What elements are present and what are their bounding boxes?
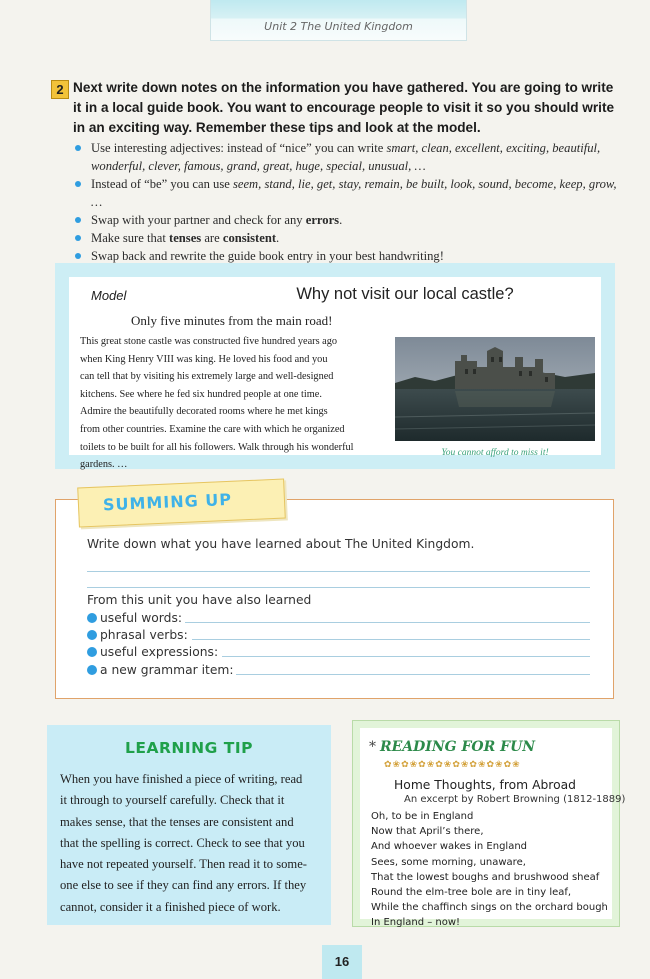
answer-line[interactable]	[222, 656, 590, 657]
unit-title: Unit 2 The United Kingdom	[264, 20, 413, 33]
learned-item-useful-expressions: useful expressions:	[87, 645, 218, 659]
tip-item: Swap with your partner and check for any errors.	[74, 211, 626, 229]
tip-item: Use interesting adjectives: instead of “nice” you can write smart, clean, excellent, exciting, beautiful, wonderful, clever, famous, grand, great, huge, special, unusual, …	[74, 139, 626, 175]
model-subtitle: Only five minutes from the main road!	[131, 313, 333, 328]
task-instruction: Next write down notes on the information you have gathered. You are going to write it in a local guide book. You want to encourage people to visit it so you should write in an exciting way. Remember these tips and look at the model.	[73, 80, 615, 135]
learned-item-phrasal-verbs: phrasal verbs:	[87, 628, 188, 642]
tips-list	[74, 139, 626, 265]
answer-line[interactable]	[185, 622, 590, 623]
photo-caption: You cannot afford to miss it!	[441, 448, 549, 458]
unit-header-band	[210, 0, 467, 41]
tip-item: Make sure that tenses are consistent.	[74, 229, 626, 247]
answer-line[interactable]	[192, 639, 590, 640]
model-title: Why not visit our local castle?	[296, 285, 514, 303]
flower-decoration-icon: ✿❀✿❀✿❀✿❀✿❀✿❀✿❀✿❀	[384, 759, 521, 769]
page-number-band	[322, 945, 362, 979]
bullet-icon	[87, 647, 97, 657]
task-number: 2	[51, 80, 69, 99]
tip-item: Instead of “be” you can use seem, stand, lie, get, stay, remain, be built, look, sound, become, keep, grow, …	[74, 175, 626, 211]
model-body: This great stone castle was constructed five hundred years ago when King Henry VIII was king. He loved his food and you can tell that by visiting his extremely large and well-designed kitchens. See where he fed six hundred people at one time. Admire the beautifully decorated rooms where he met kings from other countries. Examine the care with which he organized toilets to be built for all his followers. Walk through his wonderful gardens. …	[80, 336, 354, 471]
page-number: 16	[334, 954, 350, 969]
bullet-icon	[87, 665, 97, 675]
learned-item-grammar: a new grammar item:	[87, 663, 234, 677]
model-label: Model	[91, 288, 127, 303]
bullet-icon	[87, 630, 97, 640]
tip-item: Swap back and rewrite the guide book entry in your best handwriting!	[74, 247, 626, 265]
summing-up-question: Write down what you have learned about The United Kingdom.	[87, 537, 475, 551]
learned-item-useful-words: useful words:	[87, 611, 182, 625]
learning-tip-body: When you have finished a piece of writing, read it through to yourself carefully. Check that it makes sense, that the tenses are consistent and that the spelling is correct. Check to see that you have not repeated yourself. Then read it to some- one else to see if they can find any errors. If they cannot, consider it a finished piece of work.	[60, 772, 308, 914]
model-box	[55, 263, 615, 469]
poem-title: Home Thoughts, from Abroad	[394, 778, 576, 792]
answer-line[interactable]	[87, 587, 590, 588]
learning-tip-heading: LEARNING TIP	[125, 739, 253, 757]
learning-tip-box	[47, 725, 331, 925]
also-learned-label: From this unit you have also learned	[87, 593, 312, 607]
bullet-icon	[87, 613, 97, 623]
answer-line[interactable]	[87, 571, 590, 572]
answer-line[interactable]	[236, 674, 590, 675]
model-inner	[69, 277, 601, 471]
poem-text: Oh, to be in England Now that April’s there, And whoever wakes in England Sees, some morning, unaware, That the lowest boughs and brushwood sheaf Round the elm-tree bole are in tiny leaf, While the chaffinch sings on the orchard bough In England – now!	[371, 811, 608, 929]
castle-photo	[395, 337, 595, 441]
reading-for-fun-heading: * READING FOR FUN	[369, 739, 536, 755]
summing-up-heading: SUMMING UP	[102, 489, 233, 515]
poem-author: An excerpt by Robert Browning (1812-1889)	[404, 794, 626, 805]
